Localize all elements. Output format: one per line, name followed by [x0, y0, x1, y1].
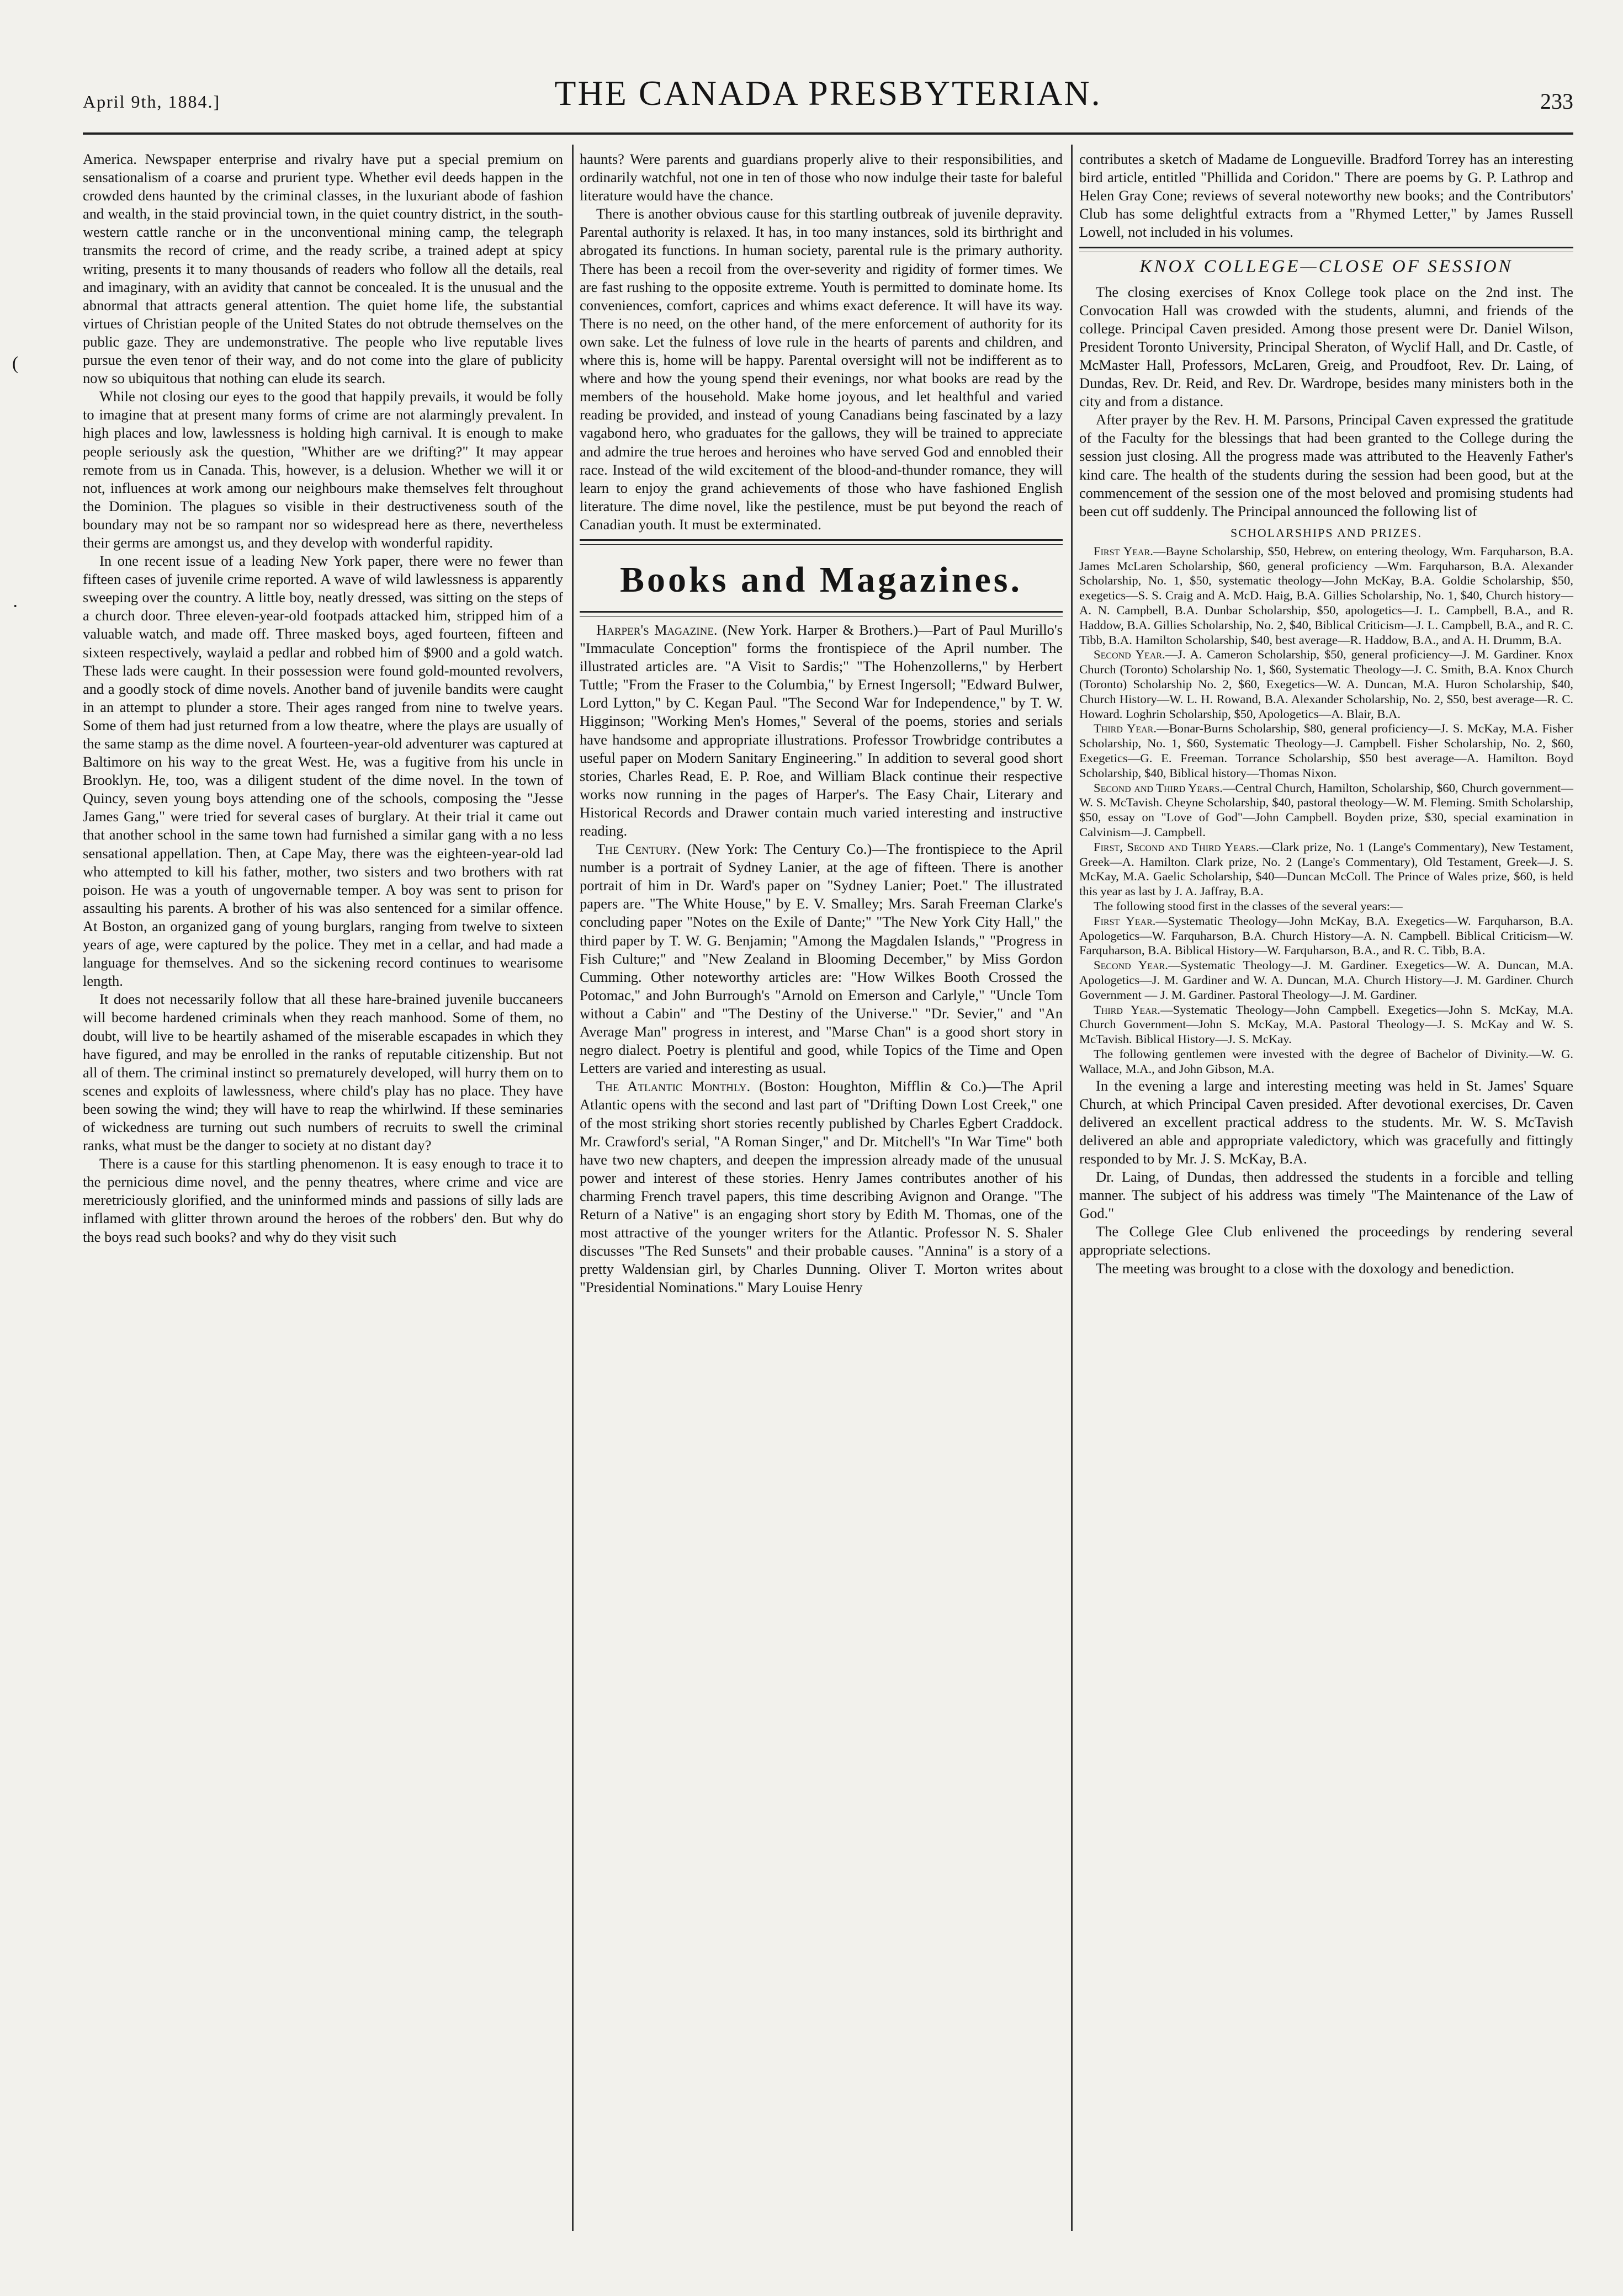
- issue-date: April 9th, 1884.]: [83, 92, 221, 111]
- header-rule: [83, 132, 1573, 135]
- paragraph: There is a cause for this startling phenomenon. It is easy enough to trace it to the pernicious dime novel, and the penny theatres, where crime and vice are meretriciously glorified, and the uninformed minds and passions of silly lads are inflamed with glitter thrown around the heroes of the robbers' den. But why do the boys read such books? and why do they visit such: [83, 1155, 563, 1245]
- review-title: The Century.: [596, 841, 681, 858]
- paragraph: There is another obvious cause for this startling outbreak of juvenile depravity. Parental authority is relaxed. It has, in too many instances, sold its birthright and abrogated its functions. In human society, parental rule is the primary authority. There has been a recoil from the over-severity and rigidity of former times. We are fast rushing to the opposite extreme. Youth is permitted to dominate home. Its conveniences, comfort, caprices and whims exact deference. It will have its way. There is no need, on the other hand, of the mere enforcement of authority for its own sake. Let the fulness of love rule in the hearts of parents and children, and where this is, home will be happy. Parental oversight will not be indifferent as to where and how the young spend their evenings, nor what books are read by the members of the household. Make home joyous, and let healthful and varied reading be provided, and instead of young Canadians being fascinated by a lazy vagabond hero, who graduates for the gallows, they will be trained to appreciate and admire the true heroes and heroines who have served God and ennobled their race. Instead of the wild excitement of the blood-and-thunder romance, they will learn to enjoy the grand achievements of those who have fashioned English literature. The dime novel, like the pestilence, must be put beyond the reach of Canadian youth. It must be exterminated.: [580, 205, 1063, 533]
- scholarships-heading: SCHOLARSHIPS AND PRIZES.: [1230, 525, 1422, 540]
- paragraph: contributes a sketch of Madame de Longueville. Bradford Torrey has an interesting bird article, entitled "Phillida and Coridon." There are poems by G. P. Lathrop and Helen Gray Cone; reviews of several noteworthy new books; and the Contributors' Club has some delightful extracts from a "Rhymed Letter," by James Russell Lowell, not included in his volumes.: [1079, 151, 1573, 241]
- paragraph: While not closing our eyes to the good that happily prevails, it would be folly to imagine that at present many forms of crime are not alarmingly prevalent. In high places and low, lawlessness is holding high carnival. It is enough to make people seriously ask the question, "Whither are we drifting?" It may appear remote from us in Canada. This, however, is a delusion. Whether we will it or not, influences at work among our neighbours make themselves felt throughout the Dominion. The plagues so visible in their destructiveness south of the boundary may not be so rampant nor so widespread here as there, nevertheless their germs are amongst us, and they develop with wonderful rapidity.: [83, 388, 563, 551]
- scholarship-entry: Second Year.—J. A. Cameron Scholarship, $50, general proficiency—J. M. Gardiner. Knox Church (Toronto) Scholarship No. 1, $60, Systematic Theology—J. C. Smith, B.A. Knox Church (Toronto) Scholarship No. 2, $60, Exegetics—W. A. Duncan, M.A. Huron Scholarship, $40, Church History—W. L. H. Rowand, B.A. Alexander Scholarship, No. 2, $50, best average—R. C. Howard. Loghrin Scholarship, $50, Apologetics—A. Blair, B.A.: [1079, 647, 1573, 721]
- paragraph: The College Glee Club enlivened the proceedings by rendering several appropriate selections.: [1079, 1223, 1573, 1258]
- column-divider-1: [572, 145, 574, 2231]
- page-number: 233: [1540, 89, 1573, 114]
- section-rule: [580, 611, 1063, 616]
- column-3: [1079, 150, 1573, 1278]
- scholarship-entry: Third Year.—Bonar-Burns Scholarship, $80, general proficiency—J. S. McKay, M.A. Fisher Scholarship, No. 1, $60, Systematic Theology—J. Campbell. Fisher Scholarship, No. 2, $60, Exegetics—G. E. Freeman. Torrance Scholarship, $50 best average—A. Hamilton. Boyd Scholarship, $40, Biblical history—Thomas Nixon.: [1079, 721, 1573, 780]
- scholarship-entry: First Year.—Systematic Theology—John McKay, B.A. Exegetics—W. Farquharson, B.A. Apologetics—W. Farquharson, B.A. Church History—A. N. Campbell. Biblical Criticism—W. Farquharson, B.A. Biblical History—W. Farquharson, B.A., and R. C. Tibb, B.A.: [1079, 913, 1574, 958]
- review-paragraph: Harper's Magazine. (New York. Harper & Brothers.)—Part of Paul Murillo's "Immaculate Conception" forms the frontispiece of the April number. The illustrated articles are. "A Visit to Sardis;" "The Hohenzollerns," by Herbert Tuttle; "From the Fraser to the Columbia," by Ernest Ingersoll; "Edward Bulwer, Lord Lytton," by C. Kegan Paul. "The Second War for Independence," by T. W. Higginson; "Working Men's Homes," Several of the poems, stories and serials have handsome and appropriate illustrations. Professor Trowbridge contributes a useful paper on Modern Sanitary Engineering." In addition to several good short stories, Charles Read, E. P. Roe, and William Black continue their respective works now running in the pages of Harper's. The Easy Chair, Literary and Historical Records and Drawer contain much varied interesting and instructive reading.: [580, 621, 1063, 839]
- review-title: Harper's Magazine.: [596, 621, 718, 638]
- paragraph: It does not necessarily follow that all these hare-brained juvenile buccaneers will become hardened criminals when they reach manhood. Some of them, no doubt, will live to be heartily ashamed of the miserable escapades in which they have figured, and may be enrolled in the ranks of reputable citizenship. But not all of them. The criminal instinct so prematurely developed, will hurry them on to scenes and exploits of lawlessness, where child's play has no place. They have been sowing the wind; they will have to reap the whirlwind. If these seminaries of wickedness are turning out such numbers of recruits to swell the criminal ranks, what must be the danger to society at no distant day?: [83, 991, 563, 1154]
- review-title: The Atlantic Monthly.: [596, 1078, 751, 1095]
- masthead-title: THE CANADA PRESBYTERIAN.: [554, 73, 1102, 113]
- scholarship-entry: Second and Third Years.—Central Church, Hamilton, Scholarship, $60, Church government—W. S. McTavish. Cheyne Scholarship, $40, pastoral theology—W. M. Fleming. Smith Scholarship, $50, essay on "Love of God"—John Campbell. Boyden prize, $30, special examination in Calvinism—J. Campbell.: [1079, 780, 1574, 839]
- paragraph: The closing exercises of Knox College took place on the 2nd inst. The Convocation Hall was crowded with the students, alumni, and friends of the college. Principal Caven presided. Among those present were Dr. Daniel Wilson, President Toronto University, Principal Sheraton, of Wyclif Hall, and Dr. Castle, of McMaster Hall, Professors, McLaren, Greig, and Proudfoot, Rev. Dr. Laing, of Dundas, Rev. Dr. Reid, and Rev. Dr. Wardrope, besides many ministers both in the city and from a distance.: [1079, 283, 1573, 410]
- scholarship-entry: First Year.—Bayne Scholarship, $50, Hebrew, on entering theology, Wm. Farquharson, B.A. James McLaren Scholarship, $60, general proficiency —Wm. Farquharson, B.A. Alexander Scholarship, No. 1, $50, systematic theology—John McKay, B.A. Goldie Scholarship, $50, exegetics—S. S. Craig and A. McD. Haig, B.A. Gillies Scholarship, No. 1, $40, Church history—A. N. Campbell, B.A. Dunbar Scholarship, $50, apologetics—J. L. Campbell, B.A., and R. Haddow, B.A. Gillies Scholarship, No. 2, $40, Biblical Criticism—J. L. Campbell, B.A., and R. C. Tibb, B.A. Hamilton Scholarship, $40, best average—R. Haddow, B.A., and A. H. Drumm, B.A.: [1079, 544, 1574, 647]
- review-paragraph: The Atlantic Monthly. (Boston: Houghton, Mifflin & Co.)—The April Atlantic opens with the second and last part of "Drifting Down Lost Creek," one of the most striking short stories recently published by Charles Egbert Craddock. Mr. Crawford's serial, "A Roman Singer," and Dr. Mitchell's "In War Time" both have two new chapters, and deepen the impression already made of the unusual power and interest of these stories. Henry James contributes another of his charming French travel papers, this time describing Avignon and Orange. "The Return of a Native" is an engaging short story by Edith M. Thomas, one of the most attractive of the younger writers for the Atlantic. Professor N. S. Shaler discusses "The Red Sunsets" and their probable causes. "Annina" is a story of a pretty Waldensian girl, by Charles Dunning. Oliver T. Morton writes about "Presidential Nominations." Mary Louise Henry: [580, 1078, 1063, 1296]
- paragraph: America. Newspaper enterprise and rivalry have put a special premium on sensationalism of a coarse and prurient type. Whether evil deeds happen in the crowded dens haunted by the criminal classes, in the luxuriant abode of fashion and wealth, in the staid provincial town, in the quiet country district, in the south-western cattle ranche or in the unconventional mining camp, the telegraph transmits the record of crime, and the ready scribe, a trained adept at spicy writing, presents it to many thousands of readers who follow all the details, real and imaginary, with an avidity that cannot be concealed. It is the unusual and the abnormal that attracts general attention. The quiet home life, the substantial virtues of Christian people of the United States do not obtrude themselves on the public gaze. They are undemonstrative. The people who live reputable lives pursue the even tenor of their way, and do not come into the glare of publicity now so ubiquitous that nothing can elude its search.: [83, 151, 563, 387]
- knox-college-heading: KNOX COLLEGE—CLOSE OF SESSION: [1139, 257, 1513, 277]
- scholarships-list: [1079, 544, 1573, 1077]
- column-1: [83, 150, 563, 1246]
- page-header: [83, 65, 1573, 115]
- paragraph: In the evening a large and interesting meeting was held in St. James' Square Church, at which Principal Caven presided. After devotional exercises, Dr. Caven delivered an excellent practical address to the students. Mr. W. S. McTavish delivered an able and appropriate valedictory, which was gracefully and fittingly responded to by Mr. J. S. McKay, B.A.: [1079, 1077, 1573, 1167]
- paragraph: The meeting was brought to a close with the doxology and benediction.: [1096, 1259, 1515, 1277]
- paragraph: haunts? Were parents and guardians properly alive to their responsibilities, and ordinarily watchful, not one in ten of those who now indulge their taste for baleful literature would have the chance.: [580, 151, 1063, 204]
- paragraph: After prayer by the Rev. H. M. Parsons, Principal Caven expressed the gratitude of the Faculty for the blessings that had been granted to the College during the session just closing. All the progress made was attributed to the Heavenly Father's kind care. The health of the students during the session had been good, but at the commencement of the session one of the most beloved and promising students had been cut off suddenly. The Principal announced the following list of: [1079, 411, 1573, 519]
- scholarship-entry: Third Year.—Systematic Theology—John Campbell. Exegetics—John S. McKay, M.A. Church Government—John S. McKay, M.A. Pastoral Theology—J. S. McKay and W. S. McTavish. Biblical History—J. S. McKay.: [1079, 1002, 1573, 1046]
- margin-mark: (: [12, 353, 19, 374]
- books-and-magazines-heading: Books and Magazines.: [620, 559, 1022, 600]
- scholarship-entry: First, Second and Third Years.—Clark prize, No. 1 (Lange's Commentary), New Testament, Greek—A. Hamilton. Clark prize, No. 2 (Lange's Commentary), Old Testament, Greek—J. S. McKay, M.A. Gaelic Scholarship, $40—Duncan McColl. The Prince of Wales prize, $60, is held this year as last by J. A. Jaffray, B.A.: [1079, 839, 1573, 899]
- scholarship-entry: Second Year.—Systematic Theology—J. M. Gardiner. Exegetics—W. A. Duncan, M.A. Apologetics—J. M. Gardiner and W. A. Duncan, M.A. Church History—J. M. Gardiner. Church Government — J. M. Gardiner. Pastoral Theology—J. M. Gardiner.: [1079, 958, 1573, 1002]
- paragraph: Dr. Laing, of Dundas, then addressed the students in a forcible and telling manner. The subject of his address was timely "The Maintenance of the Law of God.": [1079, 1168, 1573, 1222]
- scholarship-entry: The following stood first in the classes of the several years:—: [1094, 899, 1403, 913]
- column-2: [580, 150, 1063, 1296]
- column-divider-2: [1071, 145, 1073, 2231]
- review-paragraph: The Century. (New York: The Century Co.)—The frontispiece to the April number is a portrait of Sydney Lanier, at the age of fifteen. There is another portrait of him in Dr. Ward's paper on "Sydney Lanier; Poet." The illustrated papers are. "The White House," by E. V. Smalley; Mrs. Sarah Freeman Clarke's concluding paper "Notes on the Exile of Dante;" "The New York City Hall," the third paper by T. W. G. Benjamin; "Among the Magdalen Islands," "Progress in Fish Culture;" and "New Zealand in Blooming December," by Miss Gordon Cumming. Other noteworthy articles are: "How Wilkes Booth Crossed the Potomac," and John Burrough's "Arnold on Emerson and Carlyle," "Uncle Tom without a Cabin" and "The Destiny of the Universe." "Dr. Sevier," and "An Average Man" progress in interest, and "Marse Chan" is a good short story in negro dialect. Poetry is plentiful and good, while Topics of the Time and Open Letters are varied and interesting as usual.: [580, 841, 1063, 1077]
- section-rule: [1079, 247, 1573, 252]
- paragraph: In one recent issue of a leading New York paper, there were no fewer than fifteen cases of juvenile crime reported. A wave of wild lawlessness is apparently sweeping over the country. A little boy, neatly dressed, was sitting on the steps of a church door. Three eleven-year-old footpads attacked him, stripped him of a valuable watch, and made off. Three masked boys, aged fourteen, fifteen and sixteen respectively, waylaid a pedlar and robbed him of $900 and a gold watch. These lads were caught. In their possession were found gold-mounted revolvers, and a goodly stock of dime novels. Another band of juvenile bandits were caught in an attempt to plunder a store. Their ages ranged from nine to twelve years. Some of them had just returned from a low theatre, where the plays are usually of the same stamp as the dime novel. A fourteen-year-old adventurer was captured at Baltimore on his way to the great West. He, was a fugitive from his uncle in Brooklyn. He, too, was a diligent student of the dime novel. In the town of Quincy, seven young boys attending one of the schools, composing the "Jesse James Gang," were tried for several cases of burglary. At their trial it came out that another school in the same town had furnished a similar gang with a no less sensational appellation. Then, at Cape May, there was the eighteen-year-old lad who attempted to kill his father, mother, two sisters and two brothers with rat poison. He was a youth of ungovernable temper. A boy was sent to prison for assaulting his parents. A brother of his was also sentenced for a similar offence. At Boston, an organized gang of young burglars, ranging from twelve to sixteen years of age, were captured by the police. They met in a cellar, and had made a language for themselves. And so the sickening record continues to wearisome length.: [83, 552, 563, 990]
- scholarship-entry: The following gentlemen were invested with the degree of Bachelor of Divinity.—W. G. Wallace, M.A., and John Gibson, M.A.: [1079, 1046, 1573, 1076]
- margin-mark: ·: [12, 596, 19, 616]
- section-rule: [580, 539, 1063, 545]
